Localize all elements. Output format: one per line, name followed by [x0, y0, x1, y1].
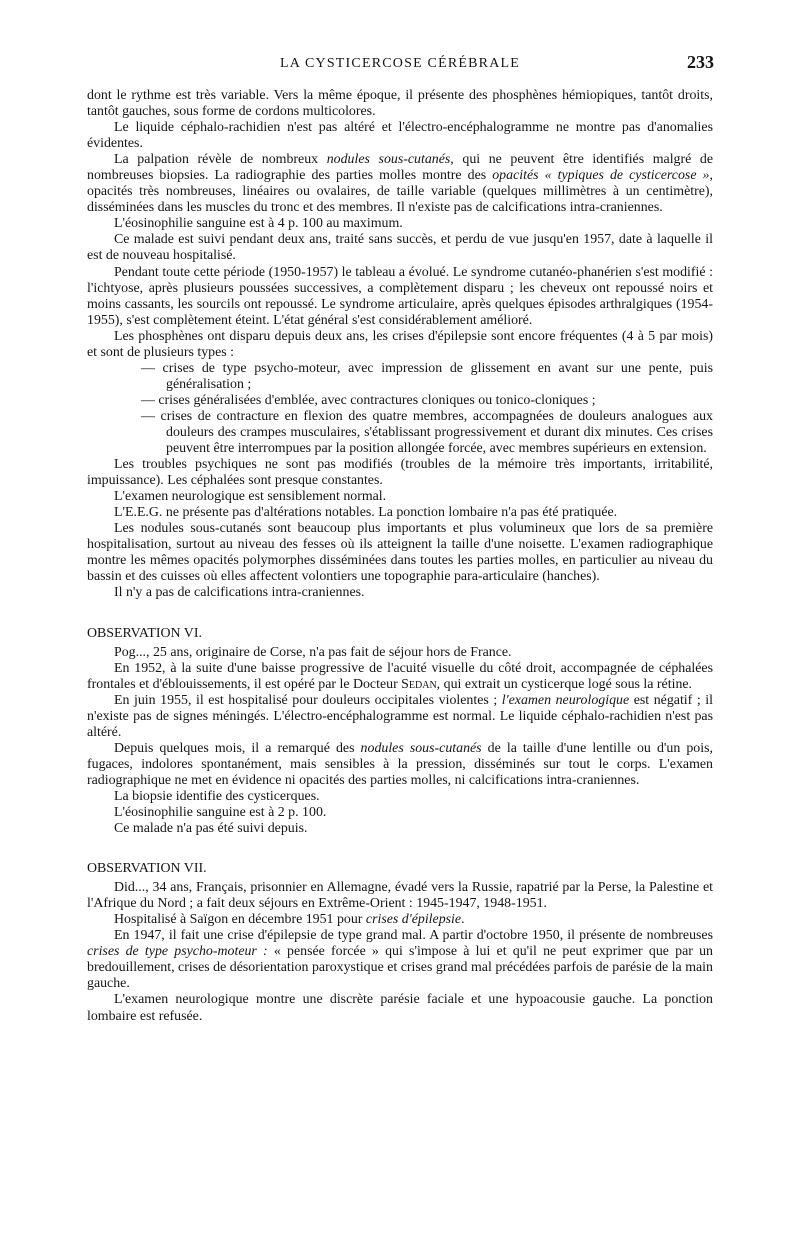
text-segment: Les phosphènes ont disparu depuis deux ans, les crises d'épilepsie sont encore fréquentes (4 à 5 par mois) et sont de plusieurs types : [87, 328, 713, 360]
text-segment: L'éosinophilie sanguine est à 2 p. 100. [114, 805, 327, 821]
text-segment: OBSERVATION VI. [87, 625, 202, 641]
text-segment: dont le rythme est très variable. Vers la même époque, il présente des phosphènes hémiopiques, tantôt droits, tantôt gauches, sous forme de cordons multicolores. [87, 88, 713, 120]
text-segment: La palpation révèle de nombreux [114, 152, 327, 168]
paragraph [87, 693, 713, 741]
paragraph [87, 585, 713, 601]
paragraph [87, 329, 713, 361]
small-caps-text: Sedan [401, 676, 437, 692]
text-segment: L'E.E.G. ne présente pas d'altérations notables. La ponction lombaire n'a pas été pratiquée. [114, 505, 618, 521]
paragraph [87, 521, 713, 585]
italic-text: crises de type psycho-moteur : [87, 944, 268, 960]
running-title: LA CYSTICERCOSE CÉRÉBRALE [279, 56, 521, 71]
text-segment: — crises de type psycho-moteur, avec impression de glissement en avant sur une pente, puis généralisation ; [141, 360, 713, 392]
text-segment: est négatif ; il n'existe pas de signes méningés. L'électro-encéphalogramme est normal. Le liquide céphalo-rachidien n'est pas altéré. [87, 692, 713, 740]
text-segment: Hospitalisé à Saïgon en décembre 1951 pour [114, 912, 366, 928]
text-segment: L'examen neurologique est sensiblement normal. [114, 489, 387, 505]
text-segment: Ce malade est suivi pendant deux ans, traité sans succès, et perdu de vue jusqu'en 1957, date à laquelle il est de nouveau hospitalisé. [87, 232, 713, 264]
italic-text: l'examen neurologique [501, 692, 630, 708]
paragraph [87, 120, 713, 152]
text-segment: En 1947, il fait une crise d'épilepsie de type grand mal. A partir d'octobre 1950, il présente de nombreuses [114, 928, 713, 944]
paragraph [87, 805, 713, 821]
text-segment: — crises généralisées d'emblée, avec contractures cloniques ou tonico-cloniques ; [141, 392, 596, 408]
text-segment: Les troubles psychiques ne sont pas modifiés (troubles de la mémoire très importants, irritabilité, impuissance). Les céphalées sont presque constantes. [87, 457, 713, 489]
text-segment: de la taille d'une lentille ou d'un pois, fugaces, indolores spontanément, mais sensibles à la pression, disséminés sur tout le corps. L'examen radiographique ne met en évidence ni opacités des parties molles, ni calcifications intra-craniennes. [87, 740, 713, 788]
text-segment: L'éosinophilie sanguine est à 4 p. 100 au maximum. [114, 216, 403, 232]
paragraph [87, 661, 713, 693]
text-segment: L'examen neurologique montre une discrète parésie faciale et une hypoacousie gauche. La ponction lombaire est refusée. [87, 992, 713, 1024]
list-item [87, 409, 713, 457]
page-header [0, 52, 800, 76]
paragraph [87, 232, 713, 264]
text-segment: Depuis quelques mois, il a remarqué des [114, 740, 361, 756]
observation-heading [87, 861, 713, 877]
paragraph [87, 912, 713, 928]
text-segment: Pog..., 25 ans, originaire de Corse, n'a pas fait de séjour hors de France. [114, 644, 512, 660]
text-segment: , opacités très nombreuses, linéaires ou ovalaires, de taille variable (quelques millimètres à un centimètre), disséminées dans les muscles du tronc et des membres. Il n'existe pas de calcifications intra-craniennes. [87, 168, 713, 216]
paragraph [87, 152, 713, 216]
page-number: 233 [687, 52, 714, 72]
paragraph [87, 216, 713, 232]
italic-text: crises d'épilepsie [365, 912, 462, 928]
text-segment: En 1952, à la suite d'une baisse progressive de l'acuité visuelle du côté droit, accompagnée de céphalées frontales et d'éblouissements, il est opéré par le Docteur [87, 660, 713, 692]
text-segment: — crises de contracture en flexion des quatre membres, accompagnées de douleurs analogues aux douleurs des crampes musculaires, s'établissant progressivement et durant dix minutes. Ces crises peuvent être interrompues par la position allongée forcée, avec membres supérieurs en extension. [141, 408, 713, 457]
paragraph [87, 992, 713, 1024]
paragraph [87, 489, 713, 505]
paragraph [87, 645, 713, 661]
text-segment: La biopsie identifie des cysticerques. [114, 788, 320, 804]
italic-text: opacités « typiques de cysticercose » [492, 168, 710, 184]
paragraph [87, 880, 713, 912]
text-segment: Did..., 34 ans, Français, prisonnier en Allemagne, évadé vers la Russie, rapatrié par la Perse, la Palestine et l'Afrique du Nord ; a fait deux séjours en Extrême-Orient : 1945-1947, 1948-1951. [87, 880, 713, 912]
paragraph [87, 741, 713, 789]
text-segment: Les nodules sous-cutanés sont beaucoup plus importants et plus volumineux que lors de sa première hospitalisation, surtout au niveau des fesses où ils atteignent la taille d'une noisette. L'examen radiographique montre les mêmes opacités polymorphes disséminées dans toutes les parties molles, en particulier au niveau du bassin et des cuisses où elles affectent volontiers une topographie para-articulaire (hanches). [87, 521, 713, 585]
text-segment: « pensée forcée » qui s'impose à lui et qu'il ne peut exprimer que par un bredouillement, crises de désorientation paroxystique et crises grand mal précédées parfois de parésie de la main gauche. [87, 944, 713, 992]
text-segment: , qui ne peuvent être identifiés malgré de nombreuses biopsies. La radiographie des parties molles montre des [87, 152, 713, 184]
text-segment: Le liquide céphalo-rachidien n'est pas altéré et l'électro-encéphalogramme ne montre pas d'anomalies évidentes. [87, 120, 713, 152]
paragraph [87, 88, 713, 120]
text-segment: En juin 1955, il est hospitalisé pour douleurs occipitales violentes ; [114, 692, 502, 708]
body-text [87, 88, 713, 1025]
text-segment: OBSERVATION VII. [87, 861, 207, 877]
paragraph [87, 821, 713, 837]
paragraph [87, 457, 713, 489]
paragraph [87, 928, 713, 992]
text-segment: . [461, 912, 465, 928]
text-segment: Il n'y a pas de calcifications intra-craniennes. [114, 585, 365, 601]
paragraph [87, 789, 713, 805]
text-segment: , qui extrait un cysticerque logé sous la rétine. [436, 676, 693, 692]
list-item [87, 361, 713, 393]
observation-heading [87, 626, 713, 642]
italic-text: nodules sous-cutanés [360, 740, 482, 756]
text-segment: Ce malade n'a pas été suivi depuis. [114, 821, 308, 837]
list-item [87, 393, 713, 409]
text-segment: Pendant toute cette période (1950-1957) le tableau a évolué. Le syndrome cutanéo-phanérien s'est modifié : l'ichtyose, après plusieurs poussées successives, a complètement disparu ; les cheveux ont repoussé noirs et moins cassants, les sourcils ont repoussé. Le syndrome articulaire, après quelques épisodes arthralgiques (1954-1955), s'est complètement éteint. L'état général s'est considérablement amélioré. [87, 264, 713, 328]
paragraph [87, 505, 713, 521]
paragraph [87, 265, 713, 329]
italic-text: nodules sous-cutanés [326, 152, 451, 168]
